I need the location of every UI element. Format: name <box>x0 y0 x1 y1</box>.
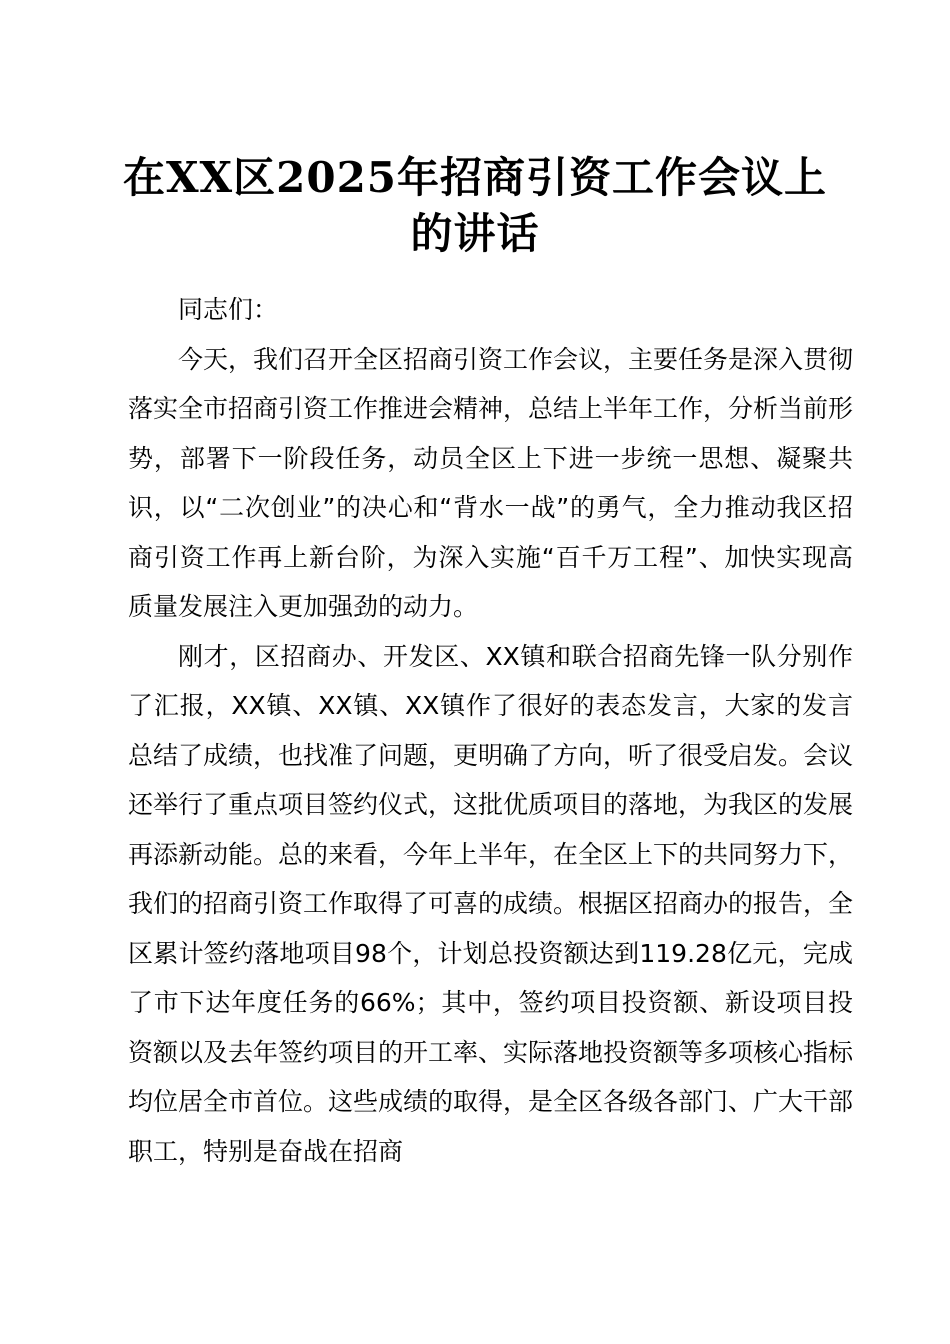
paragraph-opening: 今天，我们召开全区招商引资工作会议，主要任务是深入贯彻落实全市招商引资工作推进会精神，总结上半年工作，分析当前形势，部署下一阶段任务，动员全区上下进一步统一思想、凝聚共识，以“二次创业”的决心和“背水一战”的勇气，全力推动我区招商引资工作再上新台阶，为深入实施“百千万工程”、加快实现高质量发展注入更加强劲的动力。 <box>128 344 854 621</box>
document-title: 在XX区2025年招商引资工作会议上的讲话 <box>122 153 828 258</box>
paragraph-achievements: 刚才，区招商办、开发区、XX镇和联合招商先锋一队分别作了汇报，XX镇、XX镇、XX镇作了很好的表态发言，大家的发言总结了成绩，也找准了问题，更明确了方向，听了很受启发。会议还举行了重点项目签约仪式，这批优质项目的落地，为我区的发展再添新动能。总的来看，今年上半年，在全区上下的共同努力下，我们的招商引资工作取得了可喜的成绩。根据区招商办的报告，全区累计签约落地项目98个，计划总投资额达到119.28亿元，完成了市下达年度任务的66%；其中，签约项目投资额、新设项目投资额以及去年签约项目的开工率、实际落地投资额等多项核心指标均位居全市首位。这些成绩的取得，是全区各级各部门、广大干部职工，特别是奋战在招商 <box>128 641 854 1166</box>
document-body <box>128 285 853 1176</box>
salutation: 同志们： <box>178 295 279 324</box>
